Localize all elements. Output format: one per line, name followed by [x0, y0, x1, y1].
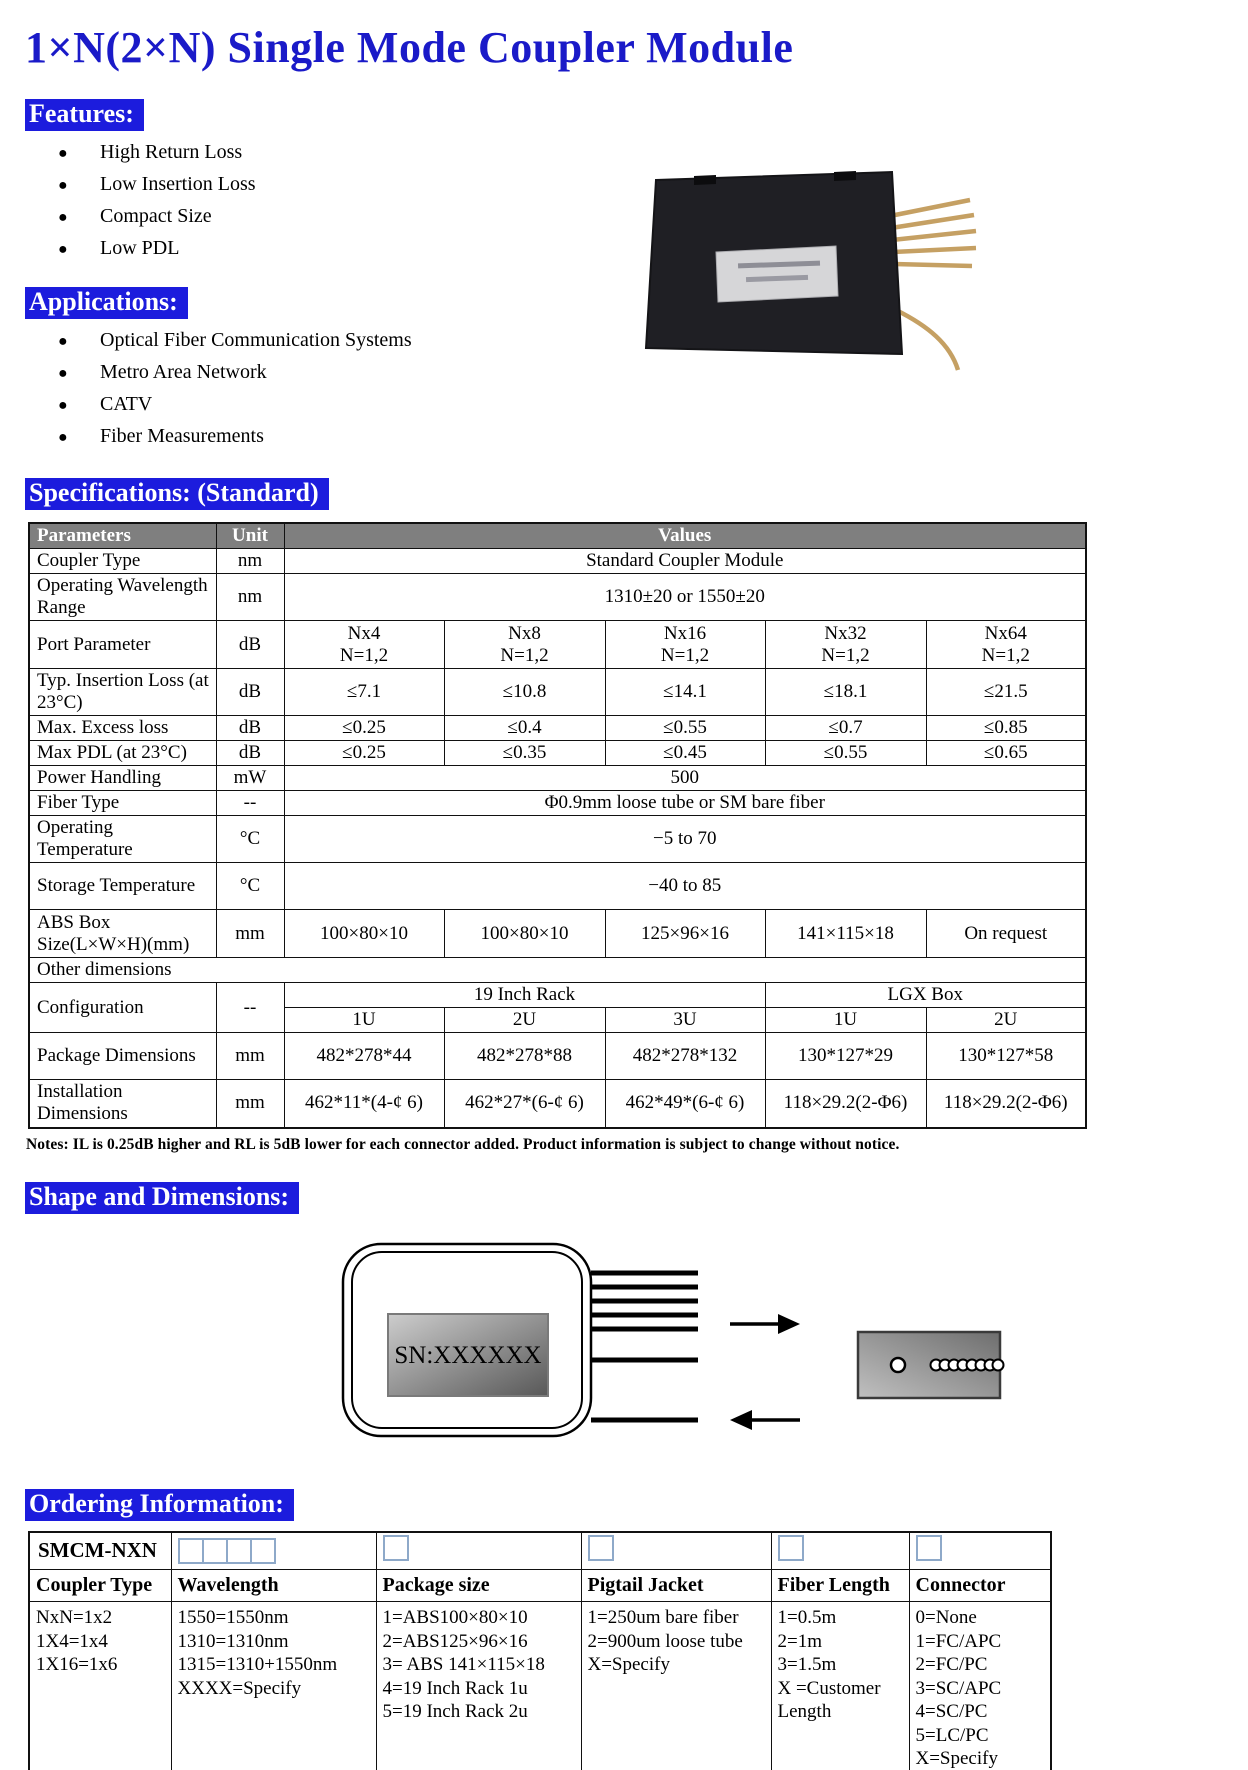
order-option: 3= ABS 141×115×18	[382, 1654, 545, 1675]
order-options-cell	[29, 1602, 171, 1770]
application-item: ● Optical Fiber Communication Systems	[100, 329, 1248, 352]
value-cell: On request	[926, 910, 1086, 958]
unit-cell: mW	[216, 766, 284, 791]
order-col-header: Package size	[376, 1570, 581, 1602]
value-cell: 482*278*88	[444, 1033, 605, 1080]
application-item: ● Metro Area Network	[100, 361, 1248, 384]
order-option: 0=None	[915, 1607, 977, 1628]
order-option: X=Specify	[915, 1748, 998, 1769]
spec-row-storage-temperature	[29, 863, 1086, 910]
pigtail-code-cell	[581, 1532, 771, 1570]
order-col-header: Wavelength	[171, 1570, 376, 1602]
shape-heading: Shape and Dimensions:	[25, 1182, 299, 1214]
param-label: Configuration	[29, 983, 216, 1033]
flow-arrow-right-icon	[730, 1314, 800, 1334]
value-cell: 462*49*(6-¢ 6)	[605, 1080, 765, 1128]
order-col-header: Pigtail Jacket	[581, 1570, 771, 1602]
feature-item: ● Low Insertion Loss	[100, 173, 1248, 196]
output-ports-icon	[931, 1359, 1004, 1370]
order-option: 3=SC/APC	[915, 1677, 1002, 1699]
value-cell: ≤10.8	[444, 669, 605, 716]
value-cell: ≤7.1	[284, 669, 444, 716]
spec-header-row	[29, 523, 1086, 549]
order-options-cell	[376, 1602, 581, 1770]
order-col-header: Coupler Type	[29, 1570, 171, 1602]
value-cell: ≤21.5	[926, 669, 1086, 716]
param-label: Max. Excess loss	[29, 716, 216, 741]
order-code-box	[202, 1538, 228, 1564]
order-code-box	[588, 1535, 614, 1561]
model-code: SMCM-NXN	[29, 1532, 171, 1570]
order-option: 1X4=1x4	[36, 1630, 108, 1652]
package-code-cell	[376, 1532, 581, 1570]
order-option: 4=19 Inch Rack 1u	[382, 1677, 528, 1699]
port-count: Nx4	[347, 622, 381, 644]
fiber-pigtails	[890, 200, 976, 370]
value-cell: 130*127*58	[926, 1033, 1086, 1080]
spec-row-pdl	[29, 741, 1086, 766]
specifications-table	[28, 522, 1087, 1129]
port-count: Nx16	[663, 622, 707, 644]
col-header-values: Values	[284, 523, 1086, 549]
value-cell: ≤18.1	[765, 669, 926, 716]
order-option: NxN=1x2	[36, 1607, 113, 1628]
order-header-row	[29, 1570, 1051, 1602]
value-cell: ≤0.85	[926, 716, 1086, 741]
product-photo	[598, 158, 978, 378]
config-subcol: 3U	[605, 1008, 765, 1033]
value-cell: 482*278*44	[284, 1033, 444, 1080]
spec-row-wavelength-range	[29, 574, 1086, 621]
order-options-cell	[909, 1602, 1051, 1770]
value-cell: Φ0.9mm loose tube or SM bare fiber	[284, 791, 1086, 816]
value-cell: ≤0.4	[444, 716, 605, 741]
applications-heading: Applications:	[25, 287, 188, 319]
value-cell: 482*278*132	[605, 1033, 765, 1080]
order-option: 1=ABS100×80×10	[382, 1607, 528, 1628]
order-option: 1=FC/APC	[915, 1630, 1002, 1652]
order-option: XXXX=Specify	[177, 1677, 302, 1699]
feature-item: ● High Return Loss	[100, 141, 1248, 164]
unit-cell: dB	[216, 741, 284, 766]
value-cell	[284, 621, 444, 669]
order-col-header: Connector	[909, 1570, 1051, 1602]
order-code-row	[29, 1532, 1051, 1570]
value-cell: ≤0.7	[765, 716, 926, 741]
unit-cell: --	[216, 983, 284, 1033]
order-options-cell	[171, 1602, 376, 1770]
unit-cell: --	[216, 791, 284, 816]
param-label: Operating Temperature	[29, 816, 216, 863]
value-cell	[926, 621, 1086, 669]
shape-diagram	[300, 1240, 1020, 1440]
param-label: Fiber Type	[29, 791, 216, 816]
connector-code-cell	[909, 1532, 1051, 1570]
value-cell: 118×29.2(2-Φ6)	[765, 1080, 926, 1128]
code-boxes	[178, 1538, 370, 1564]
spec-row-abs-box-size	[29, 910, 1086, 958]
order-option: 1310=1310nm	[177, 1630, 289, 1652]
config-subcol: 1U	[284, 1008, 444, 1033]
config-subcol: 2U	[926, 1008, 1086, 1033]
order-col-header: Fiber Length	[771, 1570, 909, 1602]
order-option: X =Customer Length	[777, 1677, 881, 1722]
order-option: 3=1.5m	[777, 1654, 837, 1675]
param-label: Storage Temperature	[29, 863, 216, 910]
spec-row-power-handling	[29, 766, 1086, 791]
value-cell: ≤0.65	[926, 741, 1086, 766]
other-dimensions-label: Other dimensions	[29, 958, 1086, 983]
value-cell	[765, 621, 926, 669]
unit-cell: mm	[216, 1033, 284, 1080]
box-notch-right	[834, 171, 856, 181]
product-photo-drawing	[598, 158, 978, 378]
port-sub: N=1,2	[500, 644, 549, 666]
value-cell: 462*27*(6-¢ 6)	[444, 1080, 605, 1128]
order-option: 5=19 Inch Rack 2u	[382, 1701, 528, 1722]
order-options-cell	[581, 1602, 771, 1770]
config-group-rack: 19 Inch Rack	[284, 983, 765, 1008]
value-cell: ≤0.25	[284, 741, 444, 766]
param-label: Package Dimensions	[29, 1033, 216, 1080]
unit-cell: nm	[216, 549, 284, 574]
param-label: Typ. Insertion Loss (at 23°C)	[29, 669, 216, 716]
order-option: 1550=1550nm	[177, 1607, 289, 1628]
unit-cell: °C	[216, 863, 284, 910]
sn-label-text: SN:XXXXXX	[394, 1341, 542, 1369]
config-subcol: 2U	[444, 1008, 605, 1033]
port-sub: N=1,2	[660, 644, 710, 666]
param-label: Operating Wavelength Range	[29, 574, 216, 621]
value-cell: ≤0.55	[765, 741, 926, 766]
value-cell	[444, 621, 605, 669]
ordering-table	[28, 1531, 1052, 1770]
order-code-box	[778, 1535, 804, 1561]
port-sub: N=1,2	[339, 644, 389, 666]
value-cell: 130*127*29	[765, 1033, 926, 1080]
features-heading: Features:	[25, 99, 144, 131]
order-code-box	[916, 1535, 942, 1561]
specifications-heading: Specifications: (Standard)	[25, 478, 329, 510]
port-count: Nx32	[824, 622, 867, 644]
config-group-lgx: LGX Box	[765, 983, 1086, 1008]
order-code-box	[178, 1538, 204, 1564]
value-cell: 100×80×10	[284, 910, 444, 958]
value-cell: 100×80×10	[444, 910, 605, 958]
value-cell: ≤0.25	[284, 716, 444, 741]
value-cell: ≤0.45	[605, 741, 765, 766]
order-option: 2=ABS125×96×16	[382, 1630, 528, 1652]
unit-cell: nm	[216, 574, 284, 621]
box-notch-left	[694, 175, 716, 185]
input-port-icon	[891, 1358, 905, 1372]
unit-cell: dB	[216, 669, 284, 716]
page-title: 1×N(2×N) Single Mode Coupler Module	[25, 23, 794, 72]
value-cell: ≤0.55	[605, 716, 765, 741]
spec-row-other-dimensions	[29, 958, 1086, 983]
application-item: ● CATV	[100, 393, 1248, 416]
length-code-cell	[771, 1532, 909, 1570]
application-item: ● Fiber Measurements	[100, 425, 1248, 448]
spec-row-configuration-groups	[29, 983, 1086, 1008]
value-cell: ≤14.1	[605, 669, 765, 716]
port-count: Nx8	[508, 622, 541, 644]
spec-row-fiber-type	[29, 791, 1086, 816]
param-label: Coupler Type	[29, 549, 216, 574]
value-cell: 462*11*(4-¢ 6)	[284, 1080, 444, 1128]
order-option: 1=250um bare fiber	[587, 1607, 739, 1628]
order-code-box	[383, 1535, 409, 1561]
spec-row-insertion-loss	[29, 669, 1086, 716]
port-count: Nx64	[984, 622, 1027, 644]
config-subcol: 1U	[765, 1008, 926, 1033]
value-cell: −40 to 85	[284, 863, 1086, 910]
value-cell: Standard Coupler Module	[284, 549, 1086, 574]
unit-cell: dB	[216, 716, 284, 741]
order-code-box	[250, 1538, 276, 1564]
unit-cell: dB	[216, 621, 284, 669]
param-label: Port Parameter	[29, 621, 216, 669]
ordering-heading: Ordering Information:	[25, 1489, 294, 1521]
col-header-unit: Unit	[216, 523, 284, 549]
order-option: 2=900um loose tube	[587, 1630, 743, 1652]
order-option: 4=SC/PC	[915, 1701, 988, 1722]
unit-cell: mm	[216, 910, 284, 958]
value-cell: −5 to 70	[284, 816, 1086, 863]
order-option: 2=1m	[777, 1630, 822, 1652]
spec-row-operating-temperature	[29, 816, 1086, 863]
order-option: 1X16=1x6	[36, 1654, 118, 1675]
port-sub: N=1,2	[981, 644, 1030, 666]
front-panel-diagram	[858, 1332, 1004, 1398]
value-cell	[605, 621, 765, 669]
param-label: ABS Box Size(L×W×H)(mm)	[29, 910, 216, 958]
param-label: Power Handling	[29, 766, 216, 791]
order-options-cell	[771, 1602, 909, 1770]
order-options-row	[29, 1602, 1051, 1770]
value-cell: 118×29.2(2-Φ6)	[926, 1080, 1086, 1128]
param-label: Installation Dimensions	[29, 1080, 216, 1128]
order-option: 5=LC/PC	[915, 1724, 989, 1746]
value-cell: 1310±20 or 1550±20	[284, 574, 1086, 621]
port-sub: N=1,2	[821, 644, 870, 666]
product-label	[716, 246, 838, 302]
param-label: Max PDL (at 23°C)	[29, 741, 216, 766]
wavelength-code-cell	[171, 1532, 376, 1570]
order-code-box	[226, 1538, 252, 1564]
order-option: 1=0.5m	[777, 1607, 837, 1628]
output-fiber-lines	[591, 1273, 698, 1420]
flow-arrow-left-icon	[730, 1410, 800, 1430]
spec-row-installation-dimensions	[29, 1080, 1086, 1128]
spec-row-port-parameter	[29, 621, 1086, 669]
value-cell: 125×96×16	[605, 910, 765, 958]
col-header-parameters: Parameters	[29, 523, 216, 549]
spec-row-coupler-type	[29, 549, 1086, 574]
order-option: X=Specify	[587, 1654, 670, 1675]
value-cell: 141×115×18	[765, 910, 926, 958]
feature-item: ● Compact Size	[100, 205, 1248, 228]
value-cell: ≤0.35	[444, 741, 605, 766]
table-notes: Notes: IL is 0.25dB higher and RL is 5dB lower for each connector added. Product information is subject to change without notice.	[26, 1135, 900, 1153]
value-cell: 500	[284, 766, 1086, 791]
unit-cell: °C	[216, 816, 284, 863]
spec-row-excess-loss	[29, 716, 1086, 741]
unit-cell: mm	[216, 1080, 284, 1128]
order-option: 2=FC/PC	[915, 1654, 988, 1675]
order-option: 1315=1310+1550nm	[177, 1654, 338, 1675]
feature-item: ● Low PDL	[100, 237, 1248, 260]
spec-row-package-dimensions	[29, 1033, 1086, 1080]
